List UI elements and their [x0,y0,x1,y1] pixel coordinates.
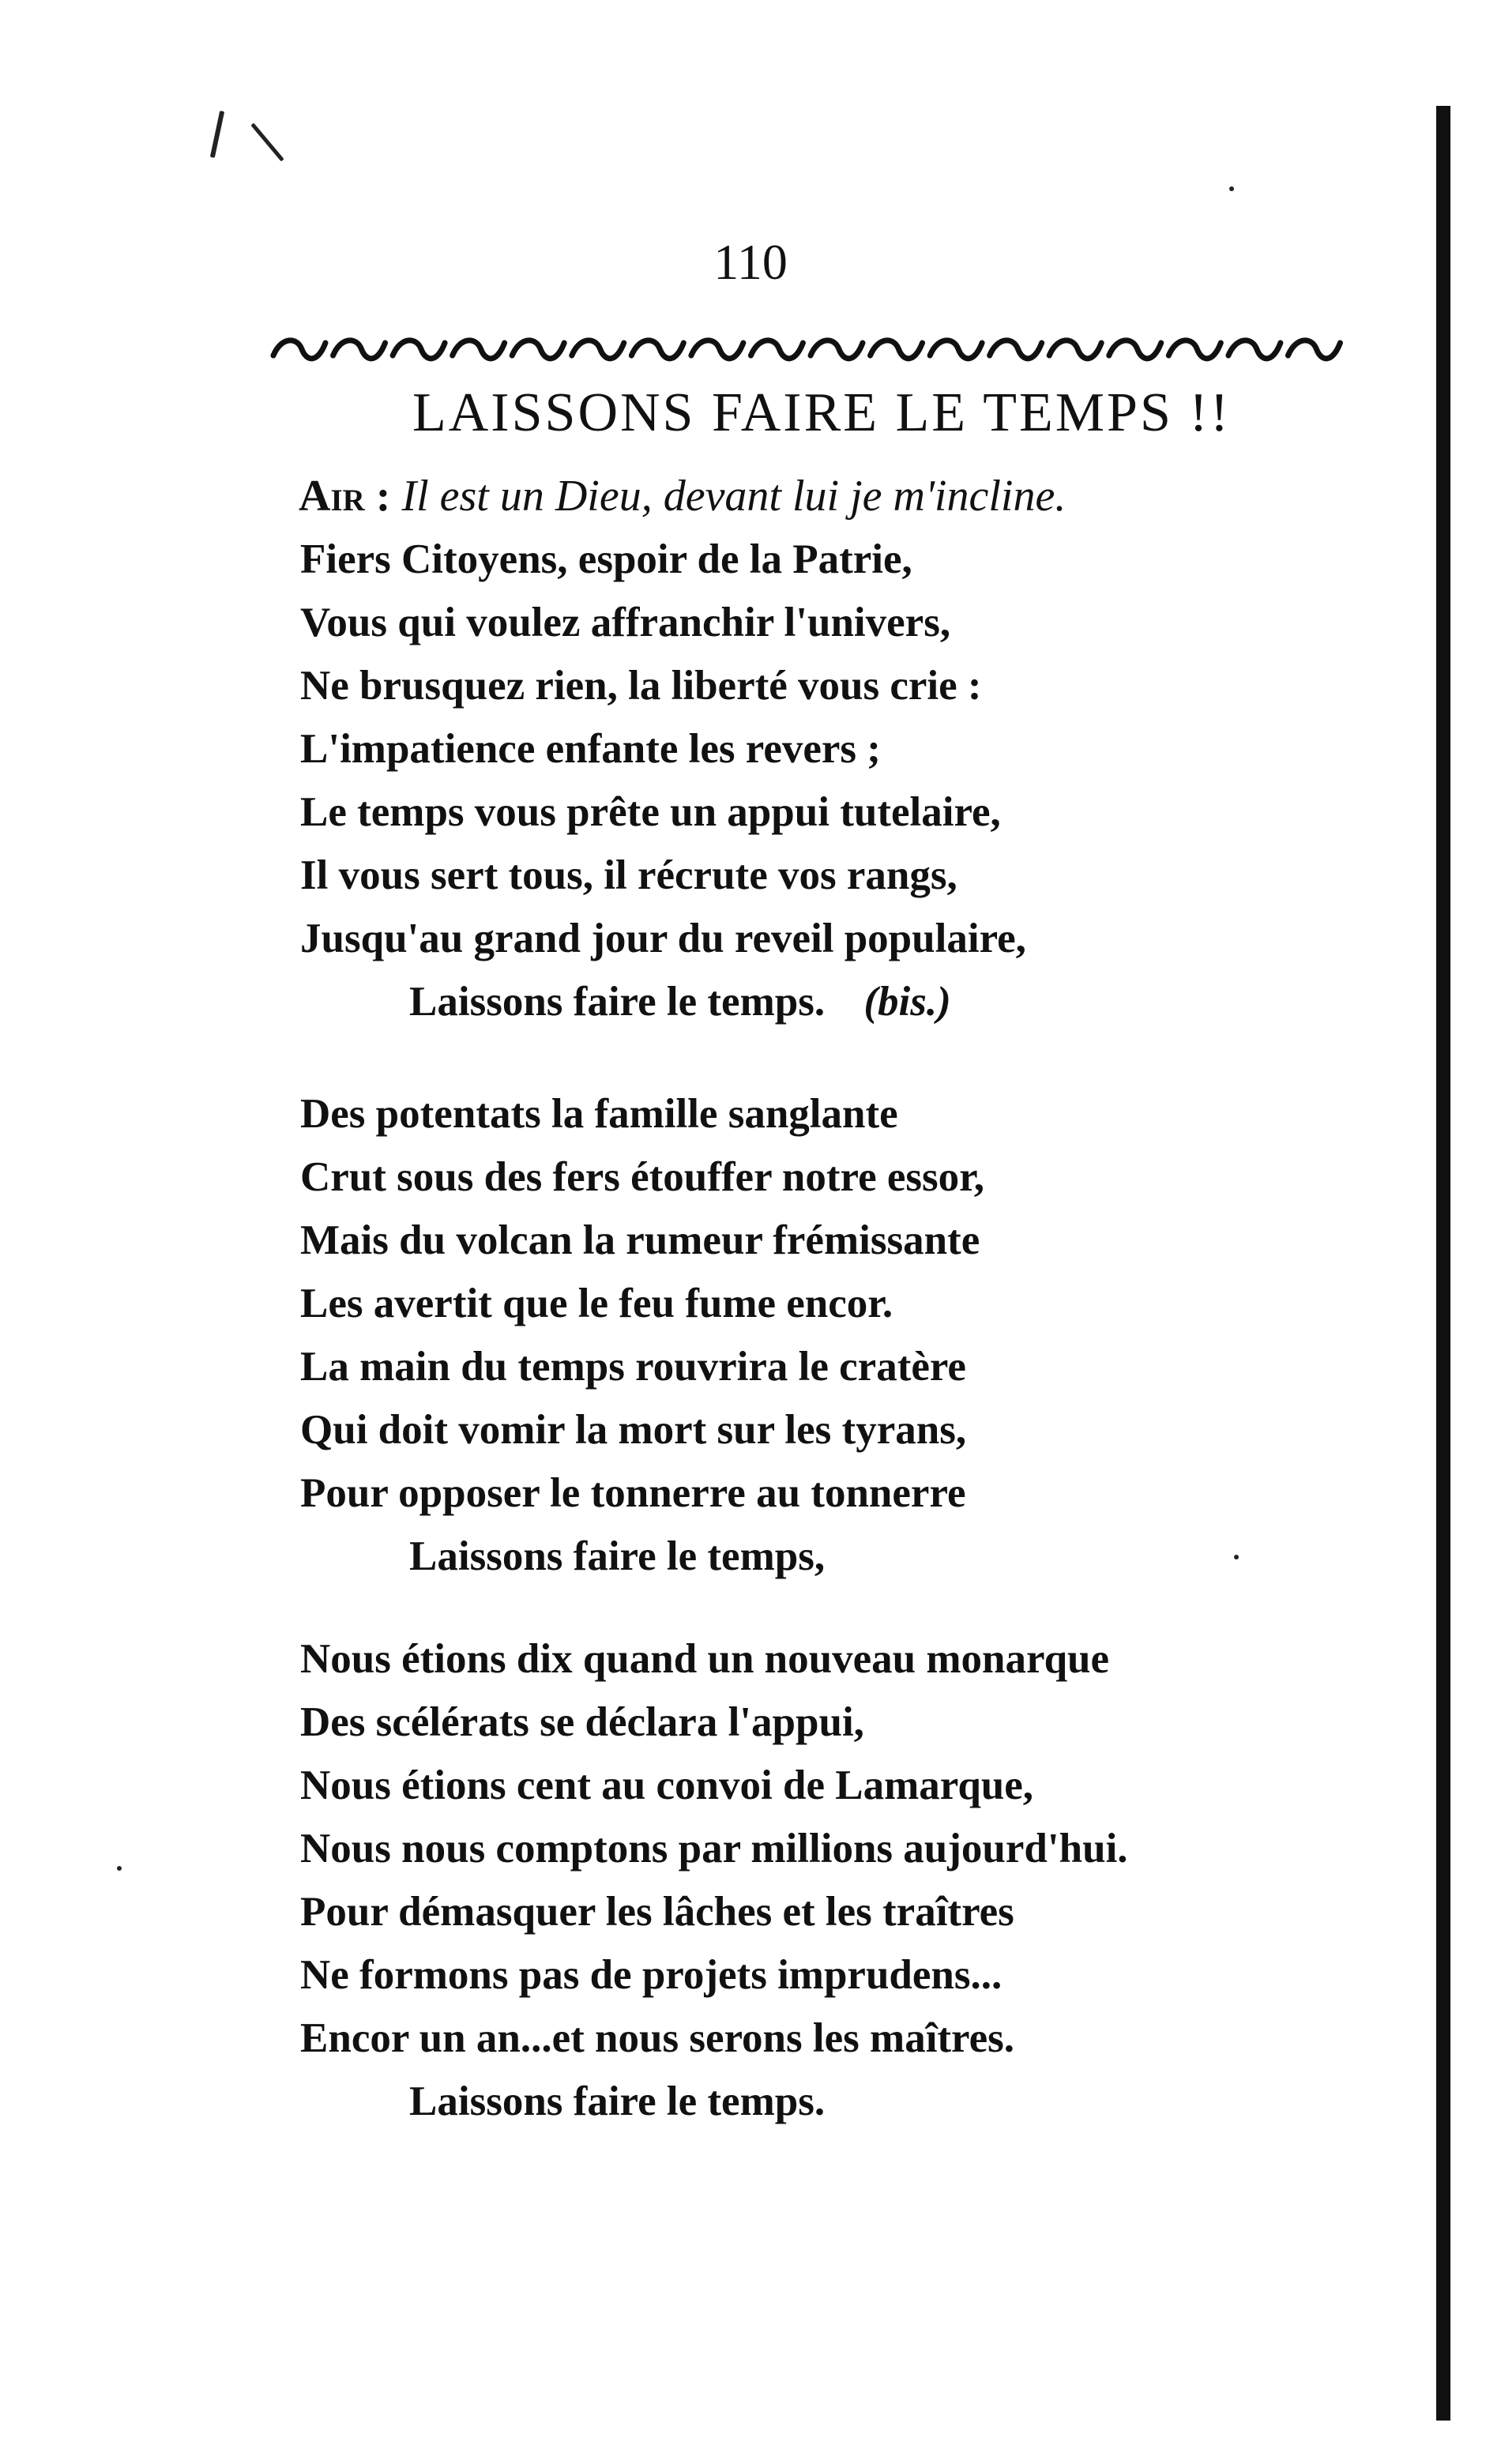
verse-line: Les avertit que le feu fume encor. [300,1281,893,1326]
ornament-swirl [1168,340,1221,359]
ornament-swirl [871,340,923,359]
ornamental-border [269,332,1343,368]
verse-line: Jusqu'au grand jour du reveil populaire, [300,916,1026,961]
ornament-swirl [453,340,505,359]
ornament-swirl [1288,340,1340,359]
ornament-swirl [631,340,683,359]
ornament-swirl [512,340,564,359]
verse-line: Nous nous comptons par millions aujourd'hui. [300,1826,1128,1872]
ornament-swirl [1049,340,1101,359]
ornament-swirl [1228,340,1281,359]
verse-line: Pour opposer le tonnerre au tonnerre [300,1470,966,1516]
verse-line: Il vous sert tous, il récrute vos rangs, [300,852,957,898]
verse-line: L'impatience enfante les revers ; [300,726,881,772]
scan-mark [210,111,224,158]
ornament-swirl [572,340,624,359]
ornament-swirl [990,340,1042,359]
air-label: Air : [299,472,391,521]
page-number: 110 [713,234,788,290]
verse-line: Ne formons pas de projets imprudens... [300,1952,1003,1998]
verse-line: La main du temps rouvrira le cratère [300,1344,966,1390]
verse-line: Qui doit vomir la mort sur les tyrans, [300,1407,967,1453]
scan-mark [117,1866,122,1871]
verse-line: Des scélérats se déclara l'appui, [300,1699,864,1745]
verse-line: Ne brusquez rien, la liberté vous crie : [300,663,982,709]
verse-line: Vous qui voulez affranchir l'univers, [300,600,951,645]
refrain-line: Laissons faire le temps. [409,2078,826,2124]
ornament-swirl [1109,340,1161,359]
stanza-2 [300,1082,984,1588]
scan-mark [1229,186,1234,191]
refrain-line [300,970,1026,1033]
song-title: LAISSONS FAIRE LE TEMPS !! [412,382,1232,443]
verse-line: Fiers Citoyens, espoir de la Patrie, [300,536,912,582]
air-line [299,472,1066,521]
ornament-swirl [393,340,445,359]
verse-line: Crut sous des fers étouffer notre essor, [300,1154,985,1200]
stanza-3 [300,1627,1128,2133]
ornament-swirl [273,340,325,359]
refrain-note: (bis.) [863,979,951,1025]
verse-line: Encor un an...et nous serons les maîtres. [300,2015,1015,2061]
refrain-line: Laissons faire le temps, [409,1533,826,1579]
ornament-swirl [750,340,803,359]
verse-line: Nous étions dix quand un nouveau monarque [300,1636,1110,1682]
verse-line: Des potentats la famille sanglante [300,1091,898,1137]
refrain-text: Laissons faire le temps. [409,979,826,1025]
verse-line: Pour démasquer les lâches et les traîtres [300,1889,1014,1935]
page-edge-rule [1436,106,1450,2421]
ornament-swirl [930,340,982,359]
verse-line: Nous étions cent au convoi de Lamarque, [300,1762,1034,1808]
verse-line: Le temps vous prête un appui tutelaire, [300,789,1001,835]
air-text: Il est un Dieu, devant lui je m'incline. [401,472,1066,521]
stanza-1 [300,528,1026,1033]
ornament-swirl [333,340,386,359]
ornament-swirl [811,340,863,359]
scan-mark [1234,1555,1239,1559]
scan-mark [250,122,284,161]
ornament-swirl [691,340,743,359]
verse-line: Mais du volcan la rumeur frémissante [300,1217,980,1263]
